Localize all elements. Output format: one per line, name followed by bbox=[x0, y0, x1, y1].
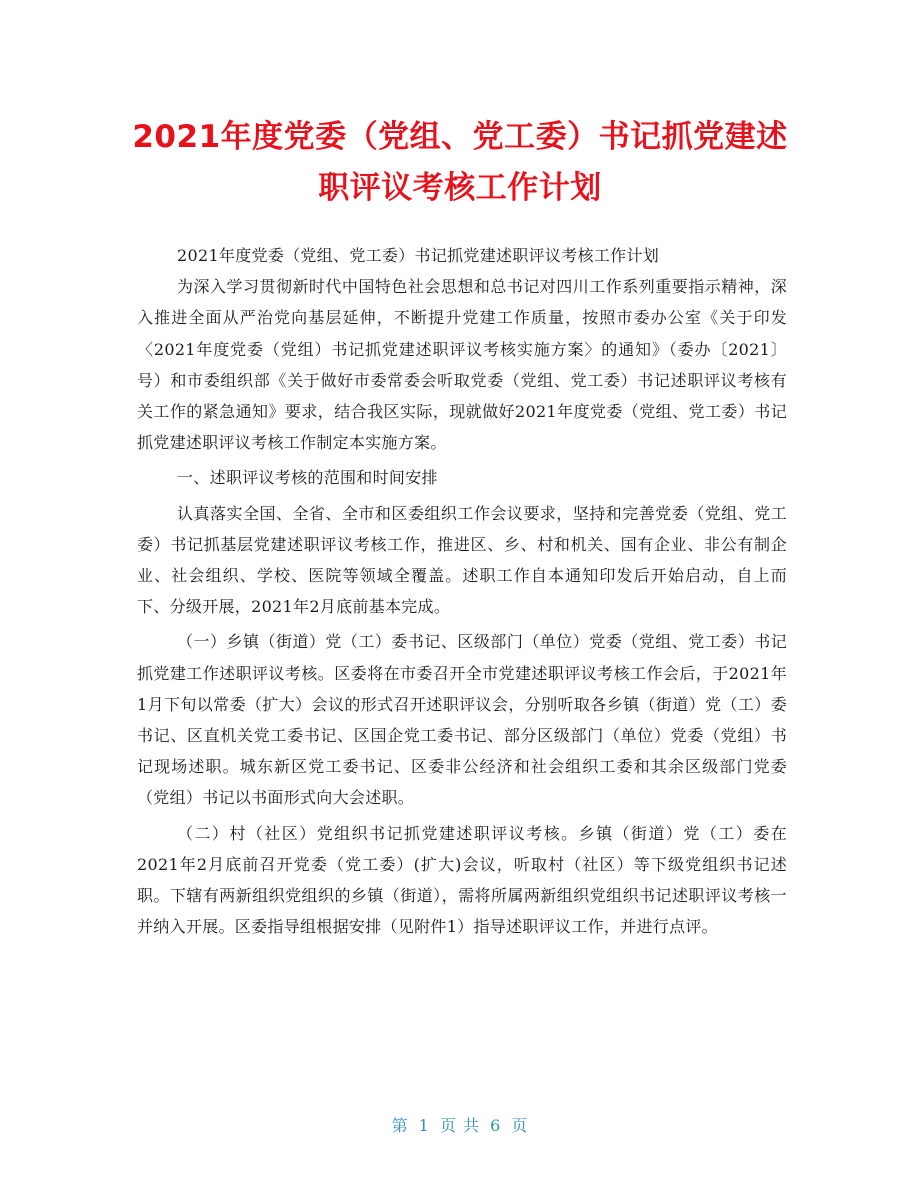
page-number: 1 bbox=[418, 1116, 430, 1135]
section-heading: 一、述职评议考核的范围和时间安排 bbox=[177, 468, 438, 488]
title-line-1: 2021年度党委（党组、党工委）书记抓党建述 bbox=[132, 119, 788, 155]
subtitle-paragraph: 2021年度党委（党组、党工委）书记抓党建述职评议考核工作计划 bbox=[177, 246, 660, 265]
title-line-2: 职评议考核工作计划 bbox=[318, 170, 602, 206]
document-title bbox=[120, 112, 800, 214]
scope-paragraph: 认真落实全国、全省、全市和区委组织工作会议要求，坚持和完善党委（党组、党工委）书记抓基层党建述职评议考核工作，推进区、乡、村和机关、国有企业、非公有制企业、社会组织、学校、医院等领域全覆盖。述职工作自本通知印发后开始启动，自上而下、分级开展，2021年2月底前基本完成。 bbox=[137, 503, 787, 617]
item-1-paragraph: （一）乡镇（街道）党（工）委书记、区级部门（单位）党委（党组、党工委）书记抓党建工作述职评议考核。区委将在市委召开全市党建述职评议考核工作会后，于2021年1月下旬以常委（扩大）会议的形式召开述职评议会，分别听取各乡镇（街道）党（工）委书记、区直机关党工委书记、区国企党工委书记、部分区级部门（单位）党委（党组）书记现场述职。城东新区党工委书记、区委非公经济和社会组织工委和其余区级部门党委（党组）书记以书面形式向大会述职。 bbox=[137, 632, 787, 808]
intro-paragraph: 为深入学习贯彻新时代中国特色社会思想和总书记对四川工作系列重要指示精神，深入推进全面从严治党向基层延伸，不断提升党建工作质量，按照市委办公室《关于印发〈2021年度党委（党组）书记抓党建述职评议考核实施方案〉的通知》（委办〔2021〕号）和市委组织部《关于做好市委常委会听取党委（党组、党工委）书记述职评议考核有关工作的紧急通知》要求，结合我区实际，现就做好2021年度党委（党组、党工委）书记抓党建述职评议考核工作制定本实施方案。 bbox=[137, 277, 787, 453]
page-total: 6 bbox=[490, 1116, 502, 1135]
page-label-prefix: 第 bbox=[391, 1116, 409, 1135]
page-label-middle: 页 共 bbox=[439, 1116, 481, 1135]
page-label-suffix: 页 bbox=[511, 1116, 529, 1135]
document-body bbox=[137, 240, 787, 942]
item-2-paragraph: （二）村（社区）党组织书记抓党建述职评议考核。乡镇（街道）党（工）委在2021年2月底前召开党委（党工委）(扩大)会议，听取村（社区）等下级党组织书记述职。下辖有两新组织党组织的乡镇（街道），需将所属两新组织党组织书记述职评议考核一并纳入开展。区委指导组根据安排（见附件1）指导述职评议工作，并进行点评。 bbox=[137, 823, 787, 937]
page-footer bbox=[0, 1113, 920, 1136]
